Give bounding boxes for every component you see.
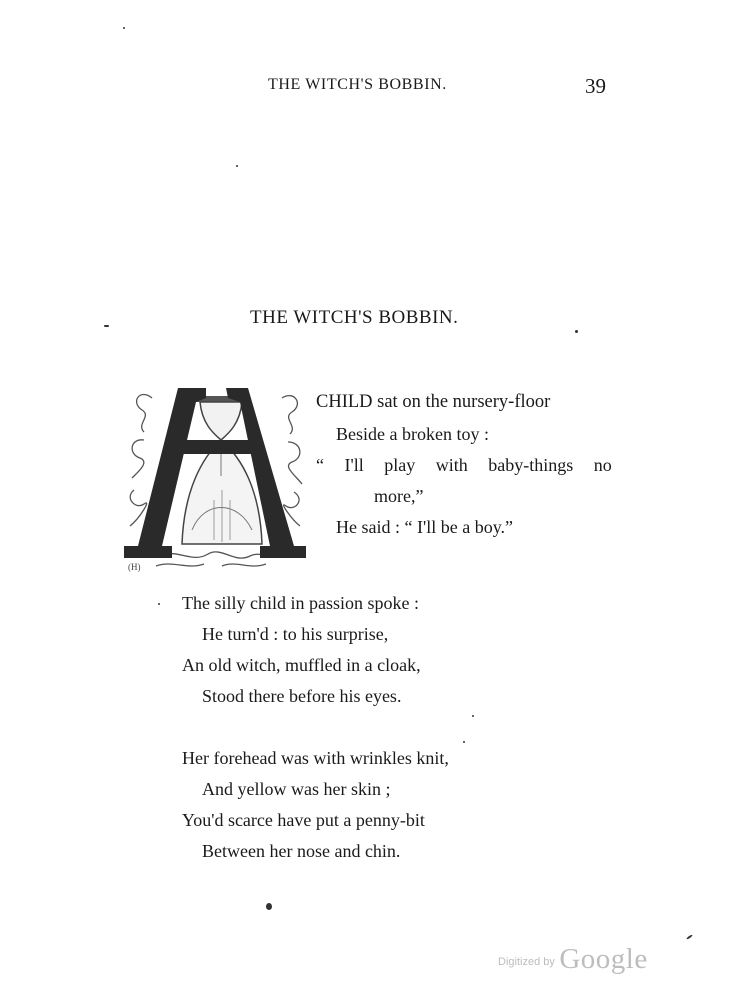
digitized-by-google-watermark — [498, 943, 648, 976]
poem-title: THE WITCH'S BOBBIN. — [250, 307, 459, 328]
svg-text:(H): (H) — [128, 562, 141, 572]
scan-speck — [575, 330, 578, 333]
poem-line: Stood there before his eyes. — [202, 686, 402, 706]
scan-speck — [686, 934, 693, 940]
scan-speck — [158, 603, 160, 605]
poem-line: more,” — [374, 486, 424, 506]
poem-line: He turn'd : to his surprise, — [202, 624, 389, 644]
scan-speck — [104, 325, 109, 327]
scan-speck — [463, 741, 465, 743]
scan-speck — [266, 903, 272, 910]
poem-line: An old witch, muffled in a cloak, — [182, 655, 421, 675]
scan-speck — [236, 165, 238, 167]
poem-line: And yellow was her skin ; — [202, 779, 391, 799]
scan-speck — [472, 715, 474, 717]
poem-line: Between her nose and chin. — [202, 841, 401, 861]
poem-line: Her forehead was with wrinkles knit, — [182, 748, 449, 768]
page-number: 39 — [585, 74, 606, 98]
watermark-prefix: Digitized by — [498, 956, 555, 968]
scan-speck — [123, 27, 125, 29]
google-logo: Google — [559, 943, 648, 975]
poem-line: The silly child in passion spoke : — [182, 593, 419, 613]
poem-line: CHILD sat on the nursery-floor — [316, 392, 551, 412]
poem-line: You'd scarce have put a penny-bit — [182, 810, 425, 830]
poem-line: “ I'll play with baby-things no — [316, 455, 612, 475]
poem-line: He said : “ I'll be a boy.” — [336, 517, 514, 537]
drop-cap-hourglass-illustration — [122, 380, 310, 572]
running-head-title: THE WITCH'S BOBBIN. — [268, 76, 447, 93]
poem-line: Beside a broken toy : — [336, 424, 489, 444]
